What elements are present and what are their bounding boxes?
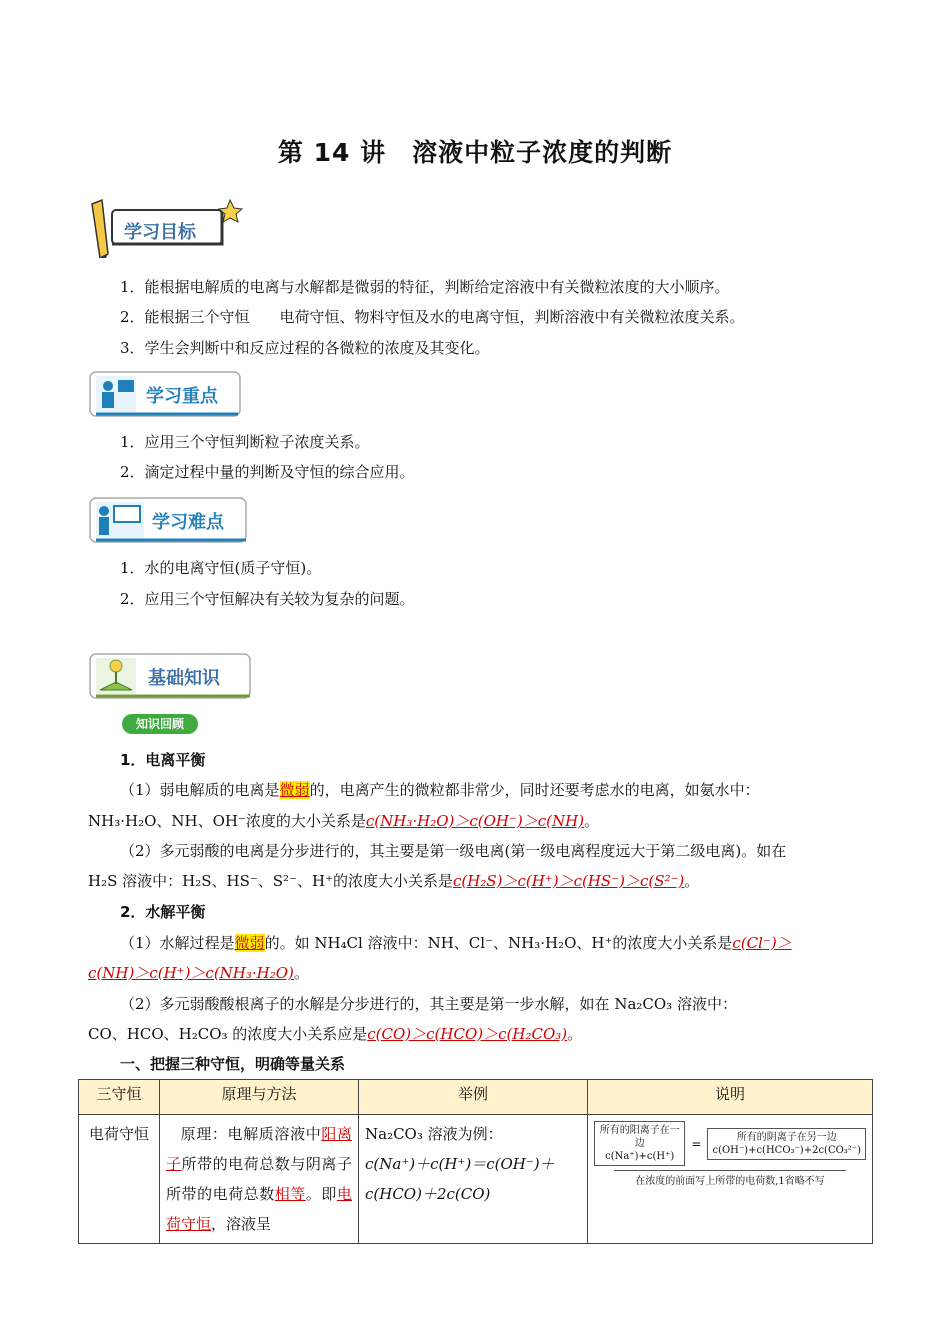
banner-difficulties xyxy=(88,496,253,546)
diagram-cation-title: 所有的阳离子在一边 xyxy=(599,1125,680,1149)
example-line: c(HCO)＋2c(CO) xyxy=(365,1185,491,1203)
keypoint-item: 1．应用三个守恒判断粒子浓度关系。 xyxy=(120,433,370,451)
diagram-cation-box xyxy=(594,1121,685,1166)
example-line: Na₂CO₃ 溶液为例： xyxy=(365,1125,503,1143)
diagram-anion-box xyxy=(707,1128,866,1160)
text-run: 。 xyxy=(584,812,600,830)
section1-p2-line2 xyxy=(88,870,864,892)
banner-basics-label: 基础知识 xyxy=(148,668,220,689)
goal-item: 1．能根据电解质的电离与水解都是微弱的特征，判断给定溶液中有关微粒浓度的大小顺序。 xyxy=(120,278,730,296)
text-run: 原理：电解质溶液中 xyxy=(180,1125,322,1143)
text-run: （2）多元弱酸酸根离子的水解是分步进行的，其主要是第一步水解，如在 Na₂CO₃ 溶液中： xyxy=(120,995,737,1013)
answer-nh4cl-part2: c(NH)＞c(H⁺)＞c(NH₃·H₂O) xyxy=(88,964,294,982)
difficulty-item: 2．应用三个守恒解决有关较为复杂的问题。 xyxy=(120,590,415,608)
diagram-equals: = xyxy=(691,1136,702,1151)
answer-nh4cl-part1: c(Cl⁻)＞ xyxy=(732,934,792,952)
section2-p1-line1 xyxy=(88,932,864,954)
text-run: CO、HCO、H₂CO₃ 的浓度大小关系应是 xyxy=(88,1025,368,1043)
diagram-cation-formula: c(Na⁺)+c(H⁺) xyxy=(605,1151,675,1162)
text-run: 。 xyxy=(567,1025,583,1043)
answer-h2s: c(H₂S)＞c(H⁺)＞c(HS⁻)＞c(S²⁻) xyxy=(453,872,685,890)
banner-basics xyxy=(88,652,258,702)
table-header: 举例 xyxy=(359,1080,588,1115)
text-run: 的，电离产生的微粒都非常少，同时还要考虑水的电离，如氨水中： xyxy=(309,781,760,799)
badge-review xyxy=(122,714,198,734)
text-run: （2）多元弱酸的电离是分步进行的，其主要是第一级电离(第一级电离程度远大于第二级电离)。如在 xyxy=(120,842,787,860)
banner-goals xyxy=(88,196,248,258)
section1-p2-line1 xyxy=(88,840,864,862)
banner-goals-label: 学习目标 xyxy=(124,222,196,243)
highlight-weak: 微弱 xyxy=(234,934,265,952)
text-run: 的。如 NH₄Cl 溶液中：NH、Cl⁻、NH₃·H₂O、H⁺的浓度大小关系是 xyxy=(264,934,733,952)
text-run: 。即 xyxy=(305,1185,337,1203)
diagram-note: 在浓度的前面写上所带的电荷数,1省略不写 xyxy=(635,1176,825,1187)
text-run: 。 xyxy=(684,872,700,890)
section1-heading: 1．电离平衡 xyxy=(120,751,206,769)
answer-equal: 相等 xyxy=(274,1185,306,1203)
row-name: 电荷守恒 xyxy=(79,1115,160,1244)
example-line: c(Na⁺)＋c(H⁺)＝c(OH⁻)＋ xyxy=(365,1155,555,1173)
section2-p2-line2 xyxy=(88,1023,864,1045)
answer-ammonia: c(NH₃·H₂O)＞c(OH⁻)＞c(NH) xyxy=(365,812,585,830)
text-run: 所带的电荷总数与阴离子所带的电荷总数 xyxy=(166,1155,352,1203)
section2-p1-line2 xyxy=(88,962,864,984)
goal-item: 2．能根据三个守恒 电荷守恒、物料守恒及水的电离守恒，判断溶液中有关微粒浓度关系。 xyxy=(120,308,745,326)
text-run: ，溶液呈 xyxy=(211,1215,272,1233)
row-explanation xyxy=(588,1115,873,1244)
text-run: NH₃·H₂O、NH、OH⁻浓度的大小关系是 xyxy=(88,812,366,830)
table-header: 说明 xyxy=(588,1080,873,1115)
text-run: H₂S 溶液中：H₂S、HS⁻、S²⁻、H⁺的浓度大小关系是 xyxy=(88,872,453,890)
section2-heading: 2．水解平衡 xyxy=(120,903,206,921)
goal-item: 3．学生会判断中和反应过程的各微粒的浓度及其变化。 xyxy=(120,339,490,357)
section3-heading: 一、把握三种守恒，明确等量关系 xyxy=(120,1055,346,1073)
answer-cation: 阳离子 xyxy=(166,1125,352,1173)
badge-review-label: 知识回顾 xyxy=(135,717,184,731)
charge-diagram xyxy=(594,1121,866,1166)
row-principle xyxy=(160,1115,359,1244)
table-header: 三守恒 xyxy=(79,1080,160,1115)
text-run: 。 xyxy=(293,964,309,982)
section2-p2-line1 xyxy=(88,993,864,1015)
page-title: 第 14 讲 溶液中粒子浓度的判断 xyxy=(277,138,673,167)
banner-keypoints-label: 学习重点 xyxy=(146,386,218,407)
table-row xyxy=(79,1115,873,1244)
conservation-table xyxy=(78,1079,873,1244)
diagram-anion-formula: c(OH⁻)+c(HCO₃⁻)+2c(CO₃²⁻) xyxy=(712,1144,861,1156)
keypoint-item: 2．滴定过程中量的判断及守恒的综合应用。 xyxy=(120,463,415,481)
answer-charge-conservation: 电荷守恒 xyxy=(166,1185,352,1233)
text-run: （1）水解过程是 xyxy=(120,934,235,952)
difficulty-item: 1．水的电离守恒(质子守恒)。 xyxy=(120,559,322,577)
row-example xyxy=(359,1115,588,1244)
answer-na2co3: c(CO)＞c(HCO)＞c(H₂CO₃) xyxy=(367,1025,568,1043)
diagram-anion-title: 所有的阴离子在另一边 xyxy=(736,1131,837,1143)
table-header: 原理与方法 xyxy=(160,1080,359,1115)
highlight-weak: 微弱 xyxy=(279,781,310,799)
banner-keypoints xyxy=(88,370,248,420)
section1-p1-line1 xyxy=(88,779,864,801)
section1-p1-line2 xyxy=(88,810,864,832)
table-header-row xyxy=(79,1080,873,1115)
banner-difficulties-label: 学习难点 xyxy=(152,512,224,533)
text-run: （1）弱电解质的电离是 xyxy=(120,781,280,799)
